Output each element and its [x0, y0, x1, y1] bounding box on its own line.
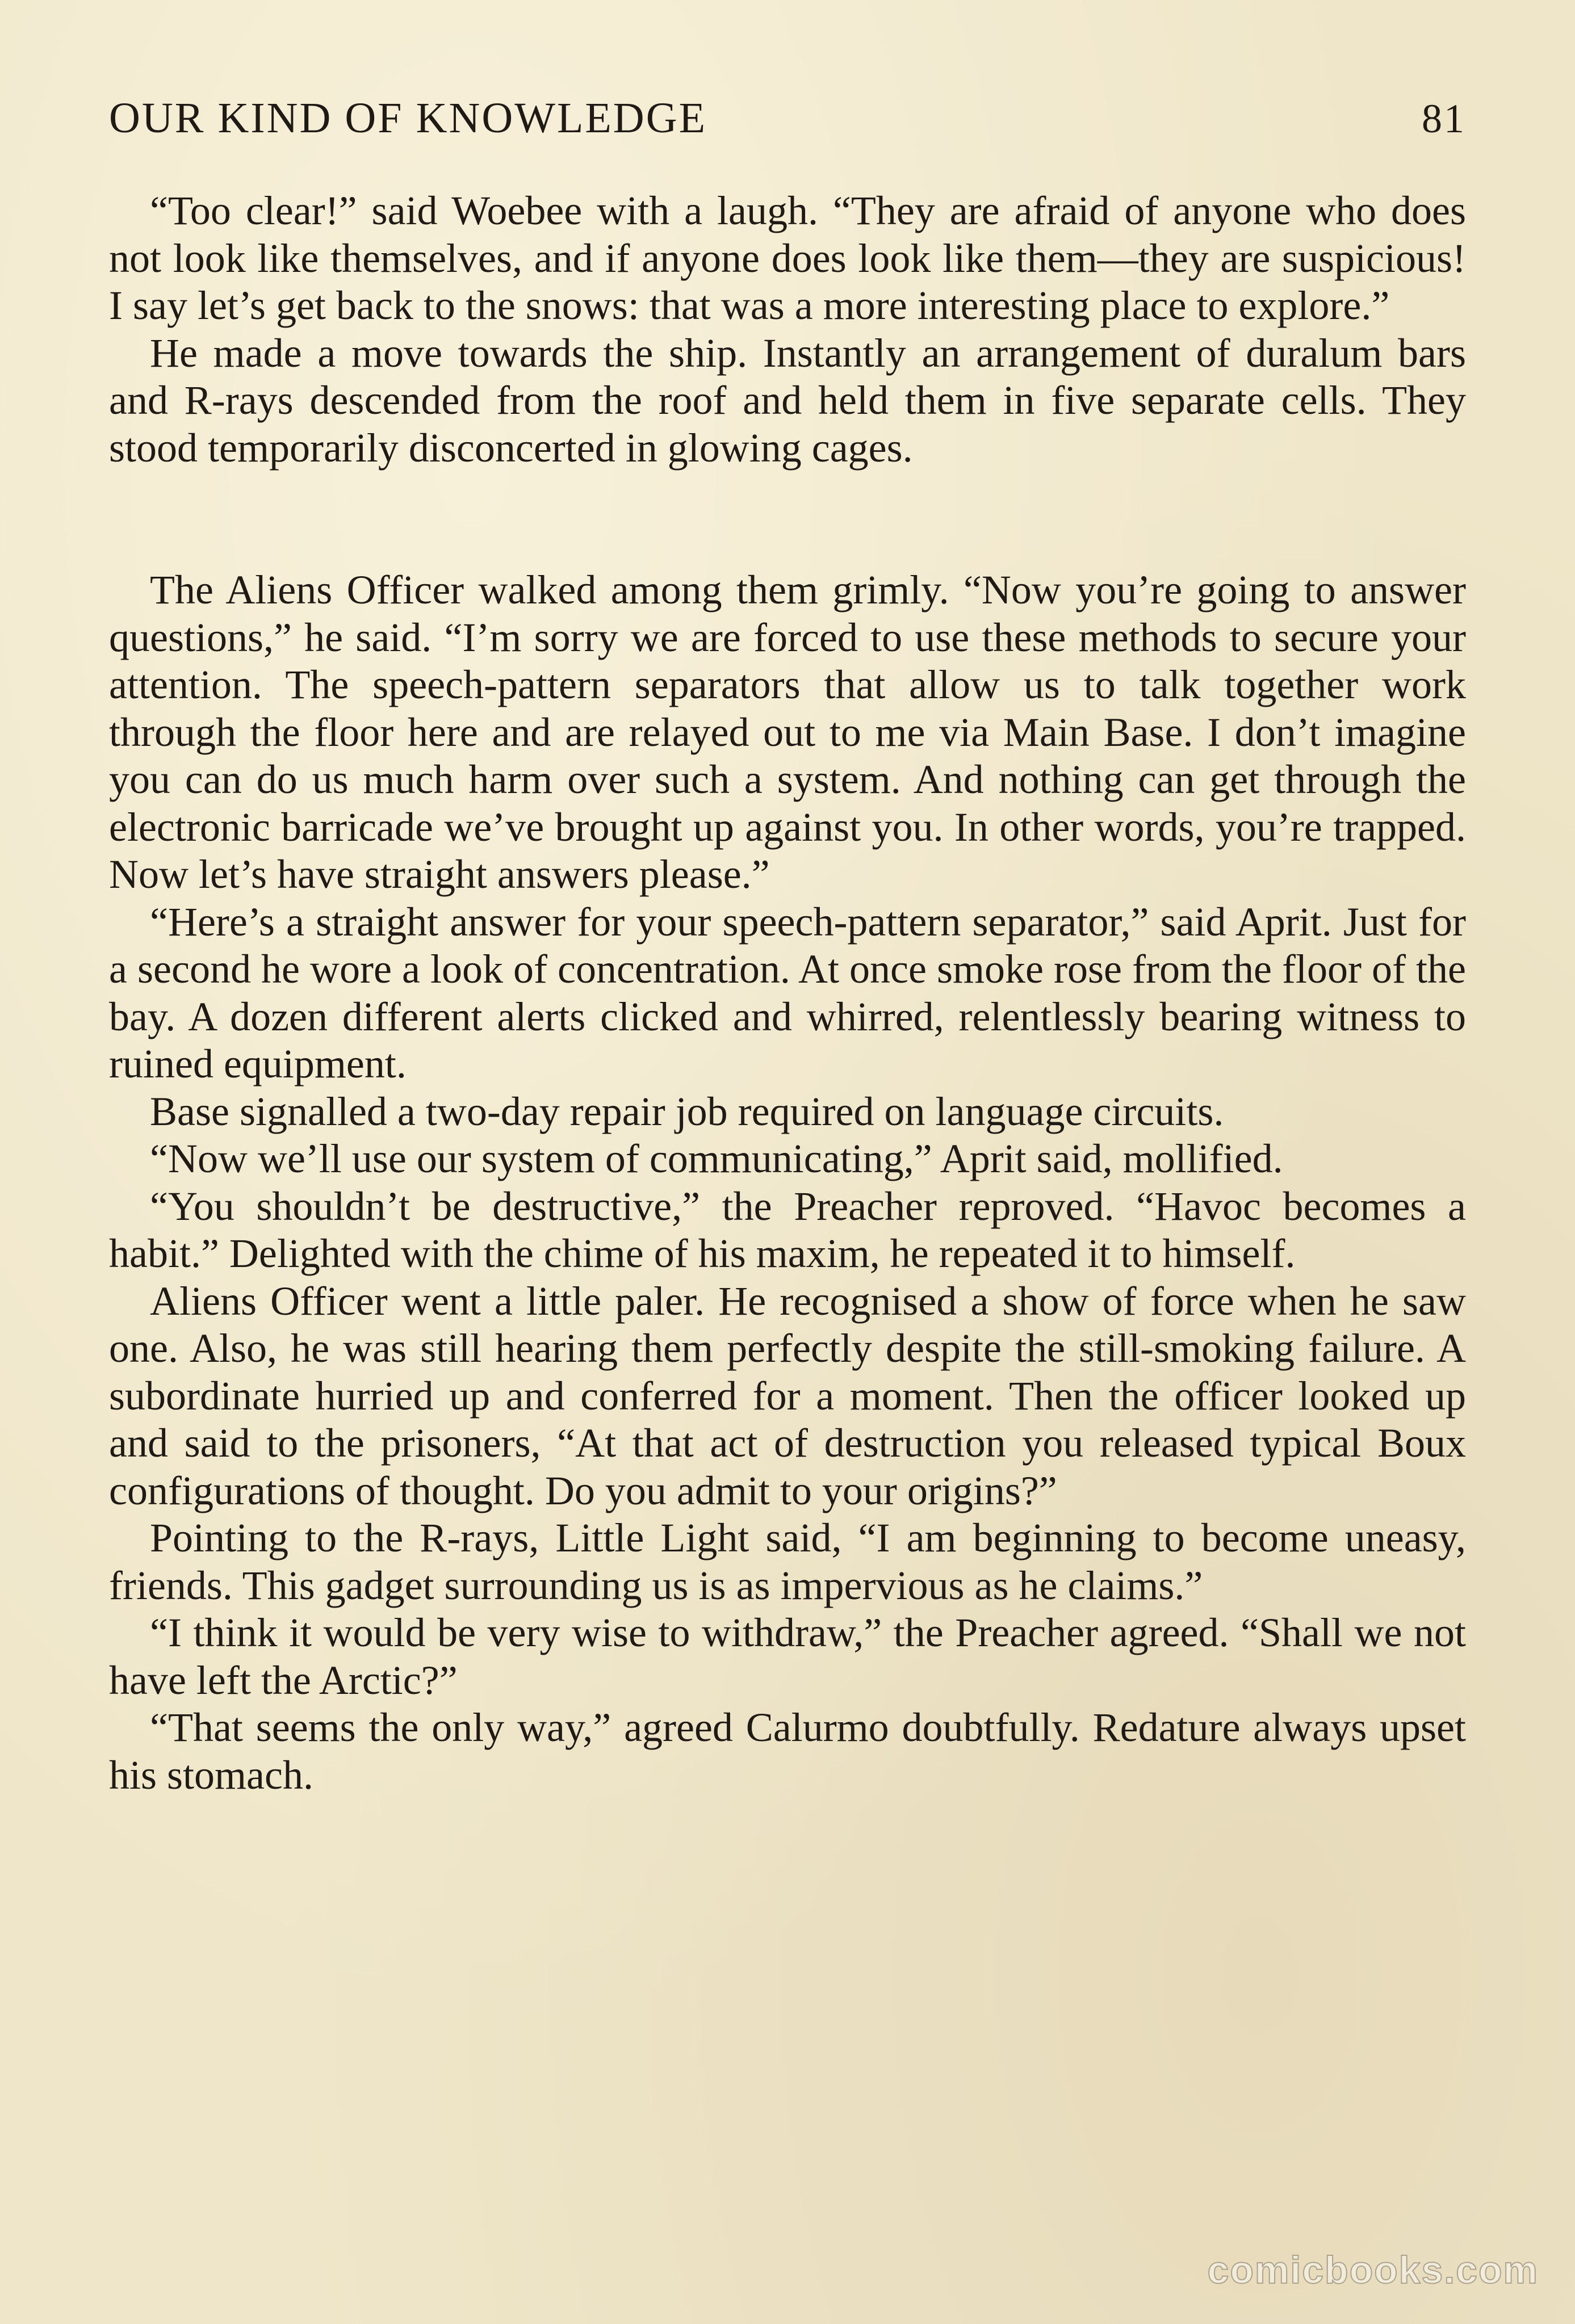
paragraph: Pointing to the R-rays, Little Light said, “I am beginning to become uneasy, friends. This gadget surrounding us is as impervious as he claims.”: [109, 1515, 1466, 1608]
paragraph: Aliens Officer went a little paler. He recognised a show of force when he saw one. Also, he was still hearing them perfectly despite the still-smoking failure. A subordinate hurried up and conferred for a moment. Then the officer looked up and said to the prisoners, “At that act of destruction you released typical Boux configurations of thought. Do you admit to your origins?”: [109, 1278, 1466, 1513]
paragraph: “Now we’ll use our system of communicating,” Aprit said, mollified.: [150, 1136, 1283, 1181]
paragraph: “I think it would be very wise to withdraw,” the Preacher agreed. “Shall we not have left the Arctic?”: [109, 1610, 1466, 1703]
running-head: [109, 94, 1466, 150]
watermark: comicbooks.com: [1207, 2249, 1539, 2292]
paragraph: Base signalled a two-day repair job required on language circuits.: [150, 1088, 1224, 1134]
paragraph: He made a move towards the ship. Instantly an arrangement of duralum bars and R-rays descended from the roof and held them in five separate cells. They stood temporarily disconcerted in glowing cages.: [109, 330, 1466, 471]
paragraph: “You shouldn’t be destructive,” the Preacher reproved. “Havoc becomes a habit.” Delighted with the chime of his maxim, he repeated it to himself.: [109, 1183, 1466, 1276]
page-number: 81: [1422, 96, 1466, 141]
running-title: OUR KIND OF KNOWLEDGE: [109, 94, 707, 142]
paragraph: The Aliens Officer walked among them grimly. “Now you’re going to answer questions,” he said. “I’m sorry we are forced to use these methods to secure your attention. The speech-pattern separators that allow us to talk together work through the floor here and are relayed out to me via Main Base. I don’t imagine you can do us much harm over such a system. And nothing can get through the electronic barricade we’ve brought up against you. In other words, you’re trapped. Now let’s have straight answers please.”: [109, 567, 1466, 897]
paragraph: “That seems the only way,” agreed Calurmo doubtfully. Redature always upset his stomach.: [109, 1705, 1466, 1798]
paragraph: “Too clear!” said Woebee with a laugh. “They are afraid of anyone who does not look like themselves, and if anyone does look like them—they are suspicious! I say let’s get back to the snows: that was a more interesting place to explore.”: [109, 188, 1466, 328]
paragraph: “Here’s a straight answer for your speech-pattern separator,” said Aprit. Just for a second he wore a look of concentration. At once smoke rose from the floor of the bay. A dozen different alerts clicked and whirred, relentlessly bearing witness to ruined equipment.: [109, 899, 1466, 1087]
body-text: [109, 187, 1466, 1799]
